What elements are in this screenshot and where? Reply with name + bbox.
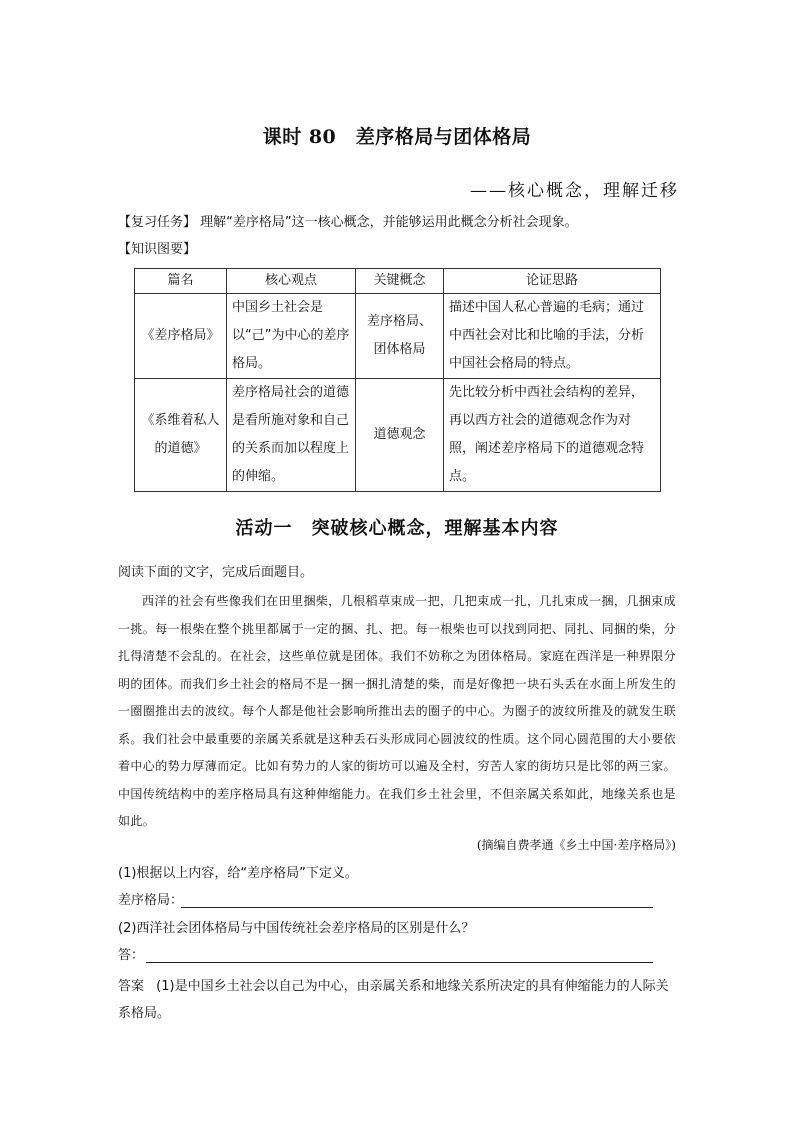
header-cell: 关键概念 [356, 269, 444, 294]
view-cell: 差序格局社会的道德是看所施对象和自己的关系而加以程度上的伸缩。 [227, 379, 356, 492]
answer-label: 答案 [118, 979, 145, 994]
logic-cell: 描述中国人私心普遍的毛病；通过中西社会对比和比喻的手法，分析中国社会格局的特点。 [444, 294, 661, 379]
question-1-answer-label: 差序格局： [118, 893, 184, 908]
table-row [135, 294, 661, 379]
question-1: (1)根据以上内容，给“差序格局”下定义。 [118, 866, 358, 881]
work-title-cell: 《差序格局》 [135, 294, 227, 379]
view-cell: 中国乡土社会是以“己”为中心的差序格局。 [227, 294, 356, 379]
knowledge-map-label: 【知识图要】 [118, 242, 197, 257]
reading-passage: 西洋的社会有些像我们在田里捆柴，几根稻草束成一把，几把束成一扎，几扎束成一捆，几捆束成一挑。每一根柴在整个挑里都属于一定的捆、扎、把。每一根柴也可以找到同把、同扎、同捆的柴，分扎得清楚不会乱的。在社会，这些单位就是团体。我们不妨称之为团体格局。家庭在西洋是一种界限分明的团体。而我们乡土社会的格局不是一捆一捆扎清楚的柴，而是好像把一块石头丢在水面上所发生的一圈圈推出去的波纹。每个人都是他社会影响所推出去的圈子的中心。为圈子的波纹所推及的就发生联系。我们社会中最重要的亲属关系就是这种丢石头形成同心圆波纹的性质。这个同心圆范围的大小要依着中心的势力厚薄而定。比如有势力的人家的街坊可以遍及全村，穷苦人家的街坊只是比邻的两三家。中国传统结构中的差序格局具有这种伸缩能力。在我们乡土社会里，不但亲属关系如此，地缘关系也是如此。 [118, 594, 677, 828]
table-row [135, 379, 661, 492]
answer-text: (1)是中国乡土社会以自己为中心，由亲属关系和地缘关系所决定的具有伸缩能力的人际关系格局。 [118, 979, 669, 1021]
passage-source: (摘编自费孝通《乡土中国·差序格局》) [476, 838, 676, 852]
concept-cell: 差序格局、团体格局 [356, 294, 444, 379]
review-task [118, 213, 578, 233]
concept-cell: 道德观念 [356, 379, 444, 492]
logic-cell: 先比较分析中西社会结构的差异，再以西方社会的道德观念作为对照，阐述差序格局下的道德观念特点。 [444, 379, 661, 492]
header-cell: 篇名 [135, 269, 227, 294]
table-header-row [135, 269, 661, 294]
header-cell: 核心观点 [227, 269, 356, 294]
work-title-cell: 《系维着私人的道德》 [135, 379, 227, 492]
review-task-text: 理解“差序格局”这一核心概念，并能够运用此概念分析社会现象。 [200, 215, 578, 230]
answer-block [118, 973, 676, 1027]
activity-title: 活动一 突破核心概念，理解基本内容 [235, 518, 559, 539]
question-2-answer-label: 答： [118, 948, 145, 963]
question-2: (2)西洋社会团体格局与中国传统社会差序格局的区别是什么？ [118, 921, 475, 936]
reading-instruction: 阅读下面的文字，完成后面题目。 [118, 565, 314, 580]
lesson-title: 课时 80 差序格局与团体格局 [262, 126, 532, 148]
header-cell: 论证思路 [444, 269, 661, 294]
knowledge-map-table [134, 268, 661, 492]
question-2-answer-blank[interactable] [146, 962, 653, 963]
review-task-label: 【复习任务】 [118, 215, 197, 230]
lesson-subtitle: ——核心概念，理解迁移 [470, 181, 679, 201]
question-1-answer-blank[interactable] [181, 907, 653, 908]
